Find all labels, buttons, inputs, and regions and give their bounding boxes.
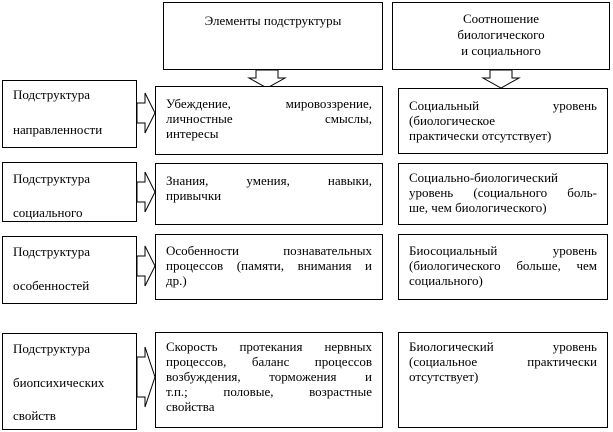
middle-line: личностные смыслы,	[166, 111, 372, 126]
right-box-features	[398, 234, 608, 300]
middle-line: Скорость протекания нервных	[166, 339, 372, 354]
left-label-line-1: Подструктура	[13, 171, 90, 186]
middle-line: процессов, баланс процессов	[166, 354, 372, 369]
right-line: уровень (социального боль-	[409, 185, 597, 200]
middle-line: Убеждение, мировоззрение,	[166, 96, 372, 111]
middle-box-biopsych	[155, 332, 383, 428]
right-box-direction	[398, 88, 608, 154]
header-ratio-line-1: Соотношение	[462, 11, 540, 26]
down-arrow-icon	[483, 70, 519, 88]
right-line: (социальное практически	[409, 354, 597, 369]
middle-box-features	[155, 234, 383, 300]
left-label-line-1: Подструктура	[13, 341, 90, 356]
middle-box-direction	[155, 86, 383, 155]
middle-line: т.п.; половые, возрастные	[166, 384, 372, 399]
middle-line: Знания, умения, навыки,	[166, 173, 372, 188]
left-box-social	[2, 162, 137, 222]
left-label-line-2: направленности	[13, 122, 103, 137]
right-line: (биологическое	[409, 113, 495, 128]
right-line: Социально-биологический	[409, 170, 558, 185]
right-line: социального)	[409, 273, 483, 288]
middle-line: возбуждения, торможения и	[166, 369, 372, 384]
left-box-biopsych	[2, 333, 137, 430]
right-line: Биологический уровень	[409, 339, 597, 354]
left-label-line-1: Подструктура	[13, 87, 90, 102]
header-elements-box	[163, 2, 383, 70]
middle-box-social	[155, 163, 383, 225]
right-arrow-icon	[137, 347, 155, 407]
right-line: практически отсутствует)	[409, 128, 552, 143]
middle-line: процессов (памяти, внимания и	[166, 258, 372, 273]
left-label-line-1: Подструктура	[13, 244, 90, 259]
header-ratio-box	[392, 2, 610, 70]
right-box-biopsych	[398, 332, 608, 428]
left-box-features	[2, 236, 137, 304]
header-ratio-line-3: и социального	[461, 43, 541, 58]
right-arrow-icon	[137, 246, 155, 286]
right-line: (биологического больше, чем	[409, 258, 597, 273]
header-ratio-line-2: биологического	[457, 27, 545, 42]
middle-line: интересы	[166, 126, 219, 141]
right-arrow-icon	[137, 172, 155, 212]
middle-line: привычки	[166, 188, 222, 203]
right-line: Социальный уровень	[409, 98, 597, 113]
middle-line: свойства	[166, 399, 215, 414]
left-label-line-2: особенностей	[13, 278, 90, 293]
right-line: Биосоциальный уровень	[409, 243, 597, 258]
right-line: ше, чем биологического)	[409, 200, 547, 215]
middle-line: др.)	[166, 273, 187, 288]
left-label-line-2: социального	[13, 205, 83, 220]
right-line: отсутствует)	[409, 369, 479, 384]
middle-line: Особенности познавательных	[166, 243, 372, 258]
left-label-line-2: биопсихических	[13, 375, 105, 390]
right-box-social	[398, 163, 608, 225]
right-arrow-icon	[137, 93, 155, 133]
left-box-direction	[2, 80, 137, 148]
left-label-line-3: свойств	[13, 408, 56, 423]
header-elements-text: Элементы подструктуры	[204, 13, 342, 28]
